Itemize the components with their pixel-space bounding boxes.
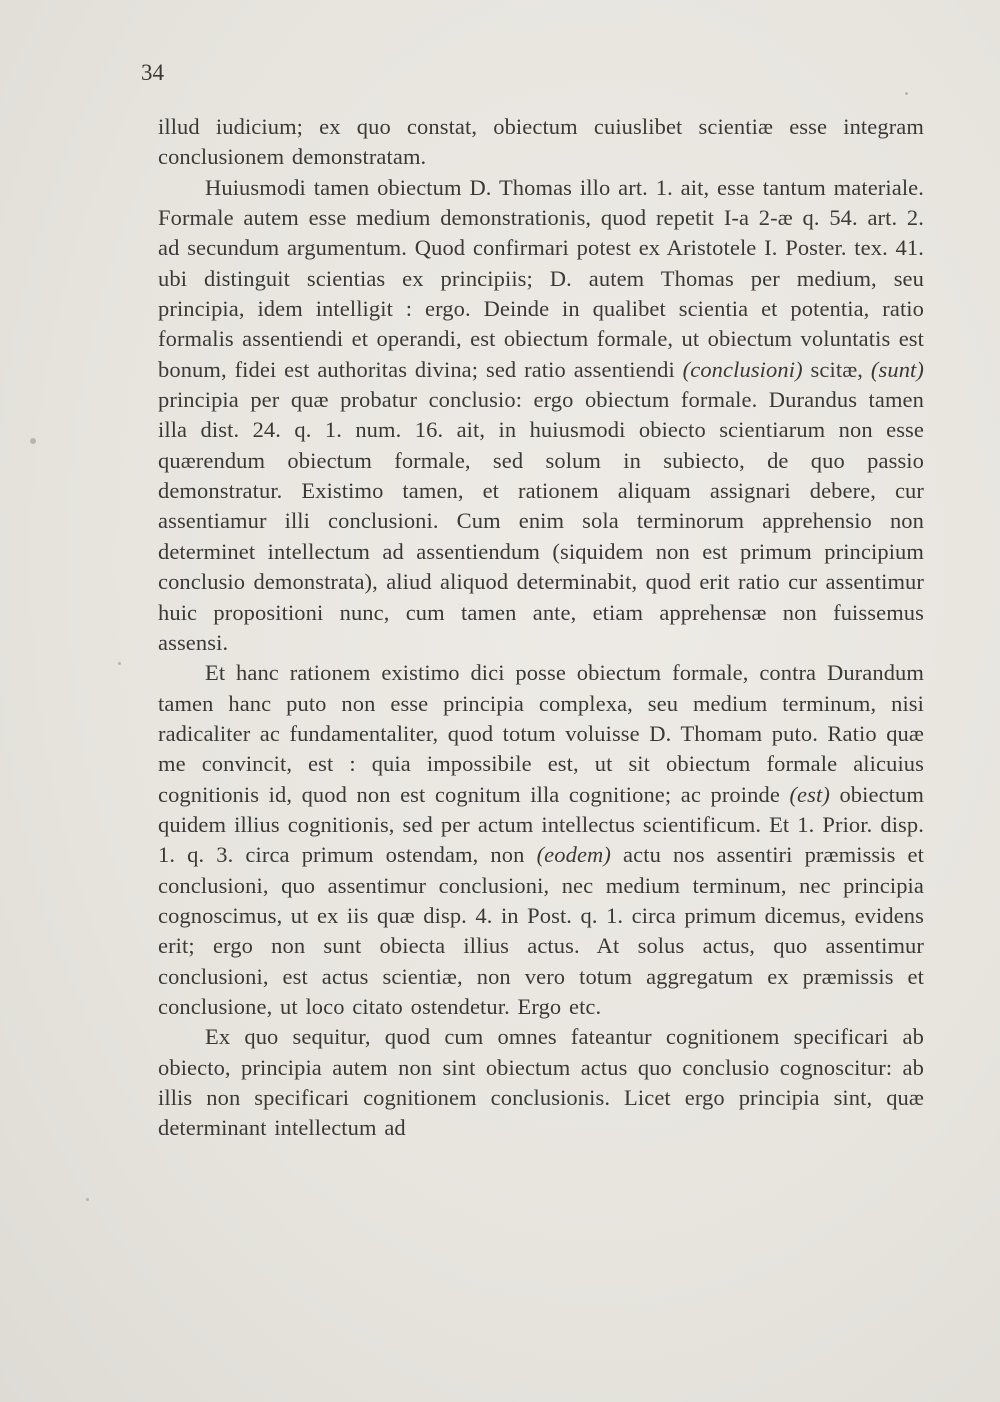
editorial-insertion: (conclusioni) — [682, 356, 803, 382]
paper-speck — [118, 662, 121, 665]
paragraph — [158, 658, 924, 1022]
editorial-insertion: (eodem) — [536, 842, 611, 868]
text-run: obiectum quidem illius cognitionis, sed per actum intellectus scientificum. Et 1. Prior. disp. 1. q. 3. circa primum ostendam, non — [158, 781, 924, 868]
body-text — [158, 112, 924, 1144]
paper-speck — [86, 1198, 89, 1201]
editorial-insertion: (est) — [789, 781, 830, 807]
paragraph-continued — [158, 112, 924, 173]
paragraph — [158, 173, 924, 659]
text-run: Huiusmodi tamen obiectum D. Thomas illo art. 1. ait, esse tantum materiale. Formale autem esse medium demonstrationis, quod repetit I-a 2-æ q. 54. art. 2. ad secundum argumentum. Quod confirmari potest ex Aristotele I. Poster. tex. 41. ubi distinguit scientias ex principiis; D. autem Thomas per medium, seu principia, idem intelligit : ergo. Deinde in qualibet scientia et potentia, ratio formalis assentiendi et operandi, est obiectum formale, ut obiectum voluntatis est bonum, fidei est authoritas divina; sed ratio assentiendi — [158, 174, 924, 382]
text-run: Ex quo sequitur, quod cum omnes fateantur cognitionem specificari ab obiecto, principia autem non sint obiectum actus quo conclusio cognoscitur: ab illis non specificari cognitionem conclusionis. Licet ergo principia sint, quæ determinant intellectum ad — [158, 1024, 924, 1141]
text-run: principia per quæ probatur conclusio: ergo obiectum formale. Durandus tamen illa dist. 24. q. 1. num. 16. ait, in huiusmodi obiecto scientiarum non esse quærendum obiectum formale, sed solum in subiecto, de quo passio demonstratur. Existimo tamen, et rationem aliquam assignari debere, cur assentiamur illi conclusioni. Cum enim sola terminorum apprehensio non determinet intellectum ad assentiendum (siquidem non est primum principium conclusio demonstrata), aliud aliquod determinabit, quod erit ratio cur assentimur huic propositioni nunc, cum tamen ante, etiam apprehensæ non fuissemus assensi. — [158, 387, 924, 655]
page-number: 34 — [141, 60, 164, 85]
text-run: actu nos assentiri præmissis et conclusioni, quo assentimur conclusioni, nec medium terminum, nec principia cognoscimus, ut ex iis quæ disp. 4. in Post. q. 1. circa primum dicemus, evidens erit; ergo non sunt obiecta illius actus. At solus actus, quo assentimur conclusioni, est actus scientiæ, non vero totum aggregatum ex præmissis et conclusione, ut loco citato ostendetur. Ergo etc. — [158, 842, 924, 1019]
paper-speck — [30, 438, 36, 444]
text-run: scitæ, — [802, 356, 871, 382]
text-run: illud iudicium; ex quo constat, obiectum cuiuslibet scientiæ esse integram conclusionem demonstratam. — [158, 114, 924, 170]
editorial-insertion: (sunt) — [870, 356, 924, 382]
text-run: Et hanc rationem existimo dici posse obiectum formale, contra Durandum tamen hanc puto non esse principia complexa, seu medium terminum, nisi radicaliter ac fundamentaliter, quod totum voluisse D. Thomam puto. Ratio quæ me convincit, est : quia impossibile est, ut sit obiectum formale alicuius cognitionis id, quod non est cognitum illa cognitione; ac proinde — [158, 660, 924, 807]
paragraph — [158, 1022, 924, 1143]
paper-speck — [905, 92, 908, 95]
